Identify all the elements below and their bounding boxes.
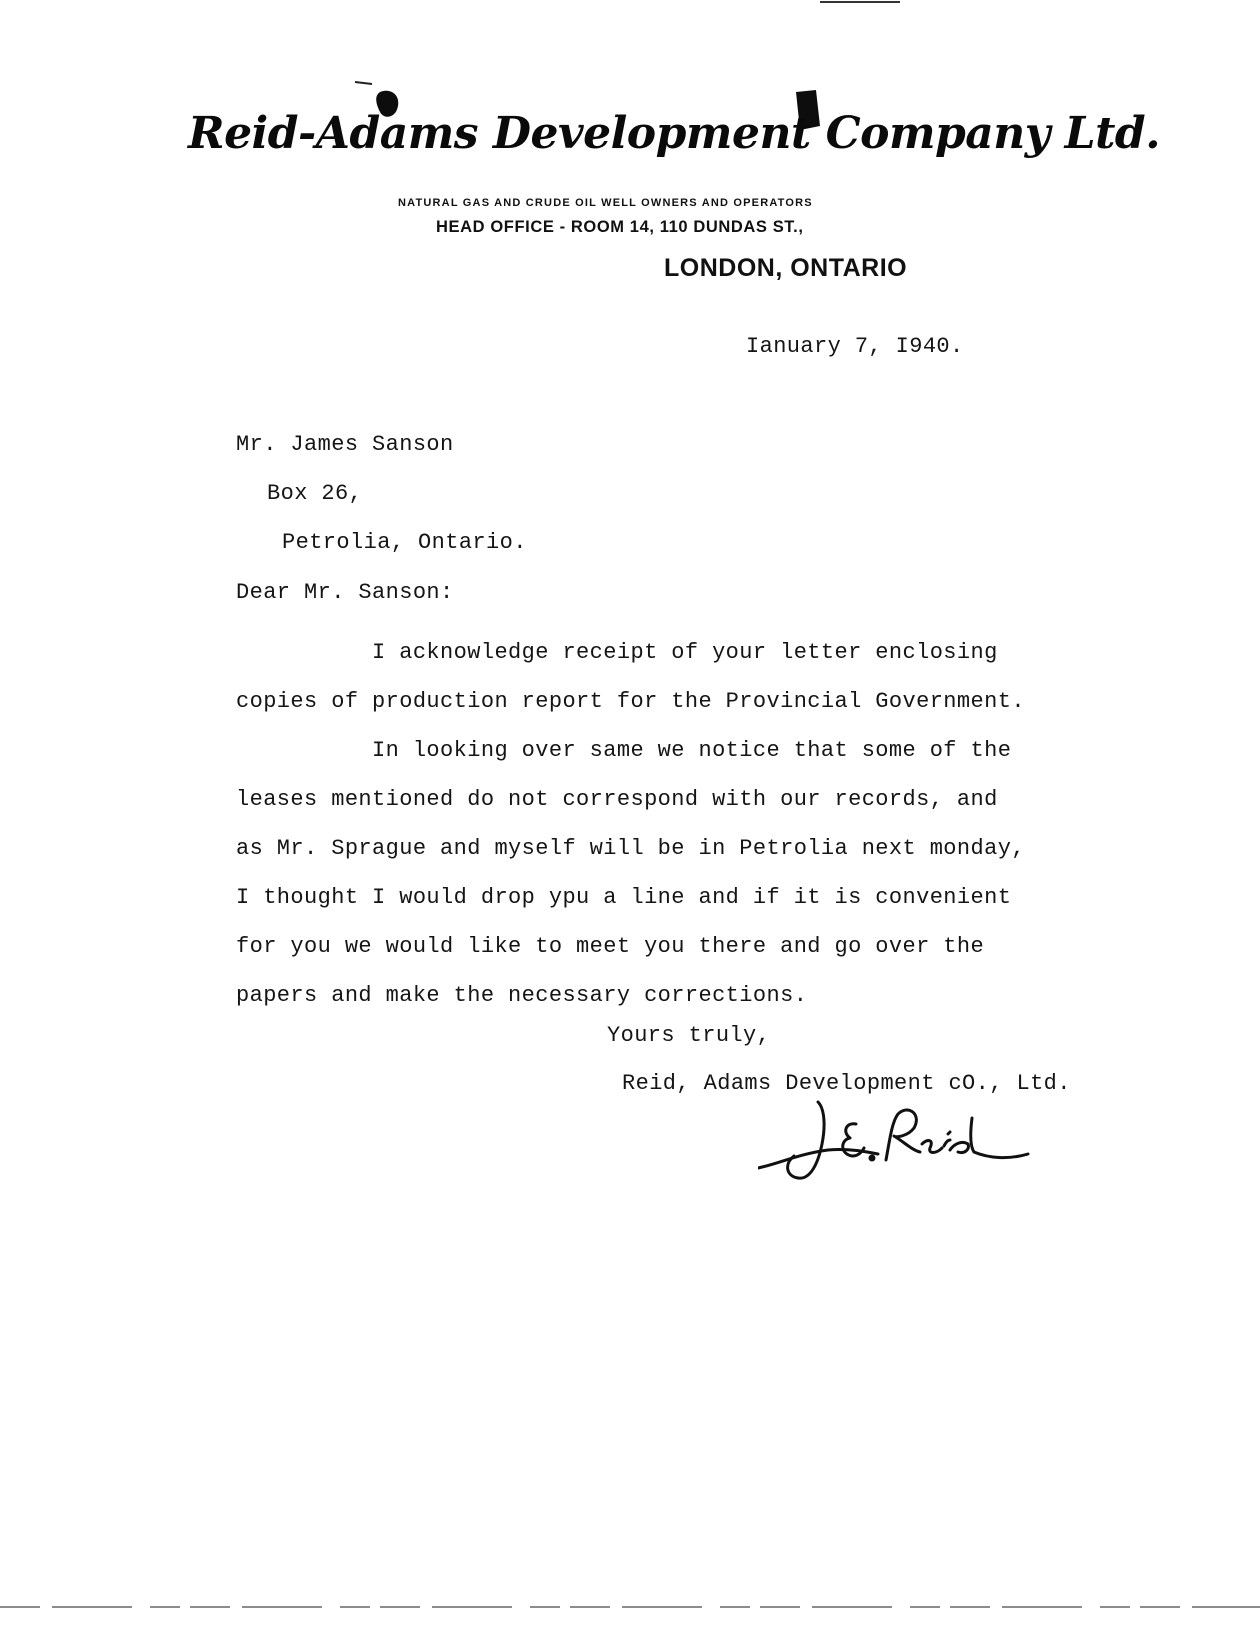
closing: Yours truly, [607, 1023, 771, 1048]
body-line: copies of production report for the Provincial Government. [236, 689, 1025, 714]
handwritten-signature [758, 1094, 1048, 1194]
recipient-location: Petrolia, Ontario. [282, 530, 527, 555]
recipient-name: Mr. James Sanson [236, 432, 454, 457]
salutation: Dear Mr. Sanson: [236, 580, 454, 605]
body-paragraph-2 [236, 726, 1025, 1020]
letter-date: Ianuary 7, I940. [746, 334, 964, 359]
scan-top-mark [820, 0, 900, 4]
body-line: for you we would like to meet you there and go over the [236, 934, 985, 959]
recipient-box: Box 26, [267, 481, 363, 506]
body-line: as Mr. Sprague and myself will be in Petrolia next monday, [236, 836, 1025, 861]
scan-edge-line [0, 1605, 1260, 1609]
body-line: leases mentioned do not correspond with our records, and [236, 787, 998, 812]
company-city: LONDON, ONTARIO [664, 254, 908, 282]
head-office-address: HEAD OFFICE - ROOM 14, 110 DUNDAS ST., [436, 218, 804, 236]
body-line: I thought I would drop ypu a line and if it is convenient [236, 885, 1012, 910]
body-line: In looking over same we notice that some of the [236, 738, 1012, 763]
company-name: Reid-Adams Development Company Ltd. [188, 108, 1161, 159]
signature-company: Reid, Adams Development cO., Ltd. [622, 1071, 1071, 1096]
company-tagline: NATURAL GAS AND CRUDE OIL WELL OWNERS AND OPERATORS [398, 197, 813, 209]
body-paragraph-1 [236, 628, 1025, 726]
body-line: papers and make the necessary corrections. [236, 983, 808, 1008]
body-line: I acknowledge receipt of your letter enclosing [236, 640, 998, 665]
